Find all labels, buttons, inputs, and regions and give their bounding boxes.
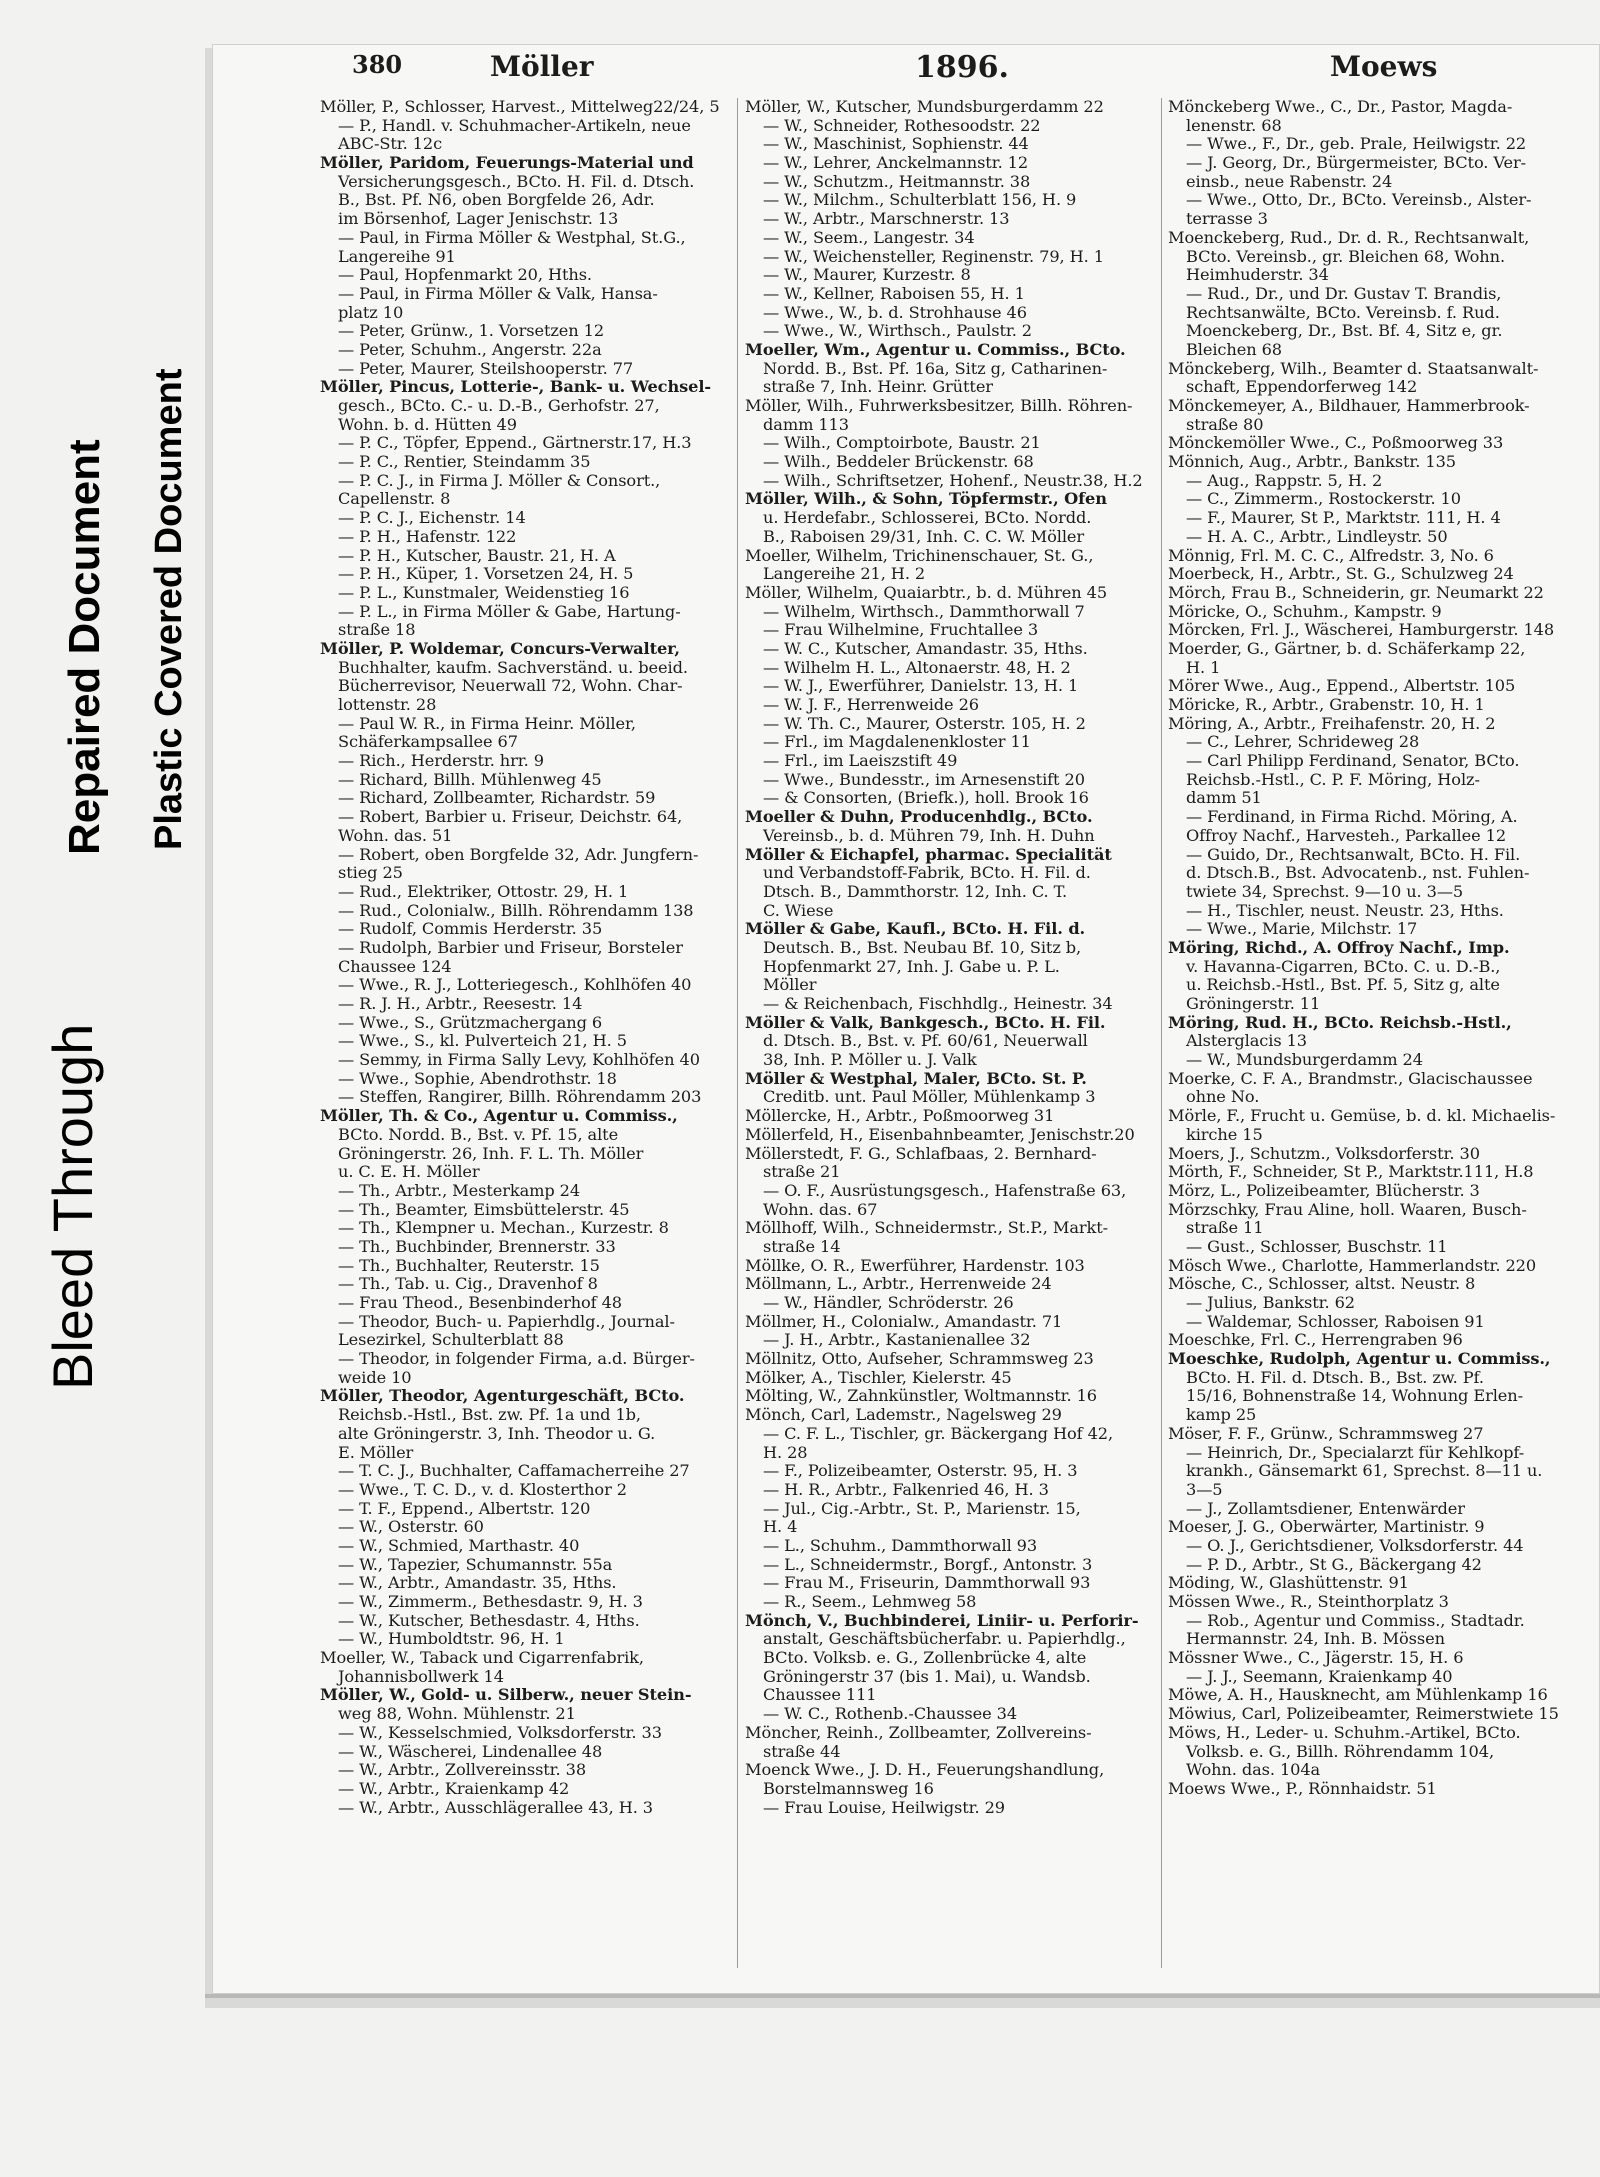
directory-column-3: [1168, 98, 1573, 1799]
directory-column-1: [320, 98, 730, 1817]
directory-entry-line: Langereihe 21, H. 2: [763, 565, 926, 584]
directory-entry-line: BCto. Vereinsb., gr. Bleichen 68, Wohn.: [1186, 247, 1506, 266]
directory-entry-line: — W., Arbtr., Kraienkamp 42: [338, 1779, 570, 1798]
directory-entry-line: Reichsb.-Hstl., Bst. zw. Pf. 1a und 1b,: [338, 1406, 641, 1425]
directory-entry-line: lottenstr. 28: [338, 696, 437, 714]
directory-entry-line: Möller: [763, 976, 817, 995]
directory-entry-line: Mörle, F., Frucht u. Gemüse, b. d. kl. Michaelis-: [1168, 1107, 1556, 1126]
directory-entry-line: Heimhuderstr. 34: [1186, 266, 1329, 285]
directory-entry-line: Moenckeberg, Dr., Bst. Bf. 4, Sitz e, gr.: [1186, 322, 1503, 341]
directory-entry-line: Deutsch. B., Bst. Neubau Bf. 10, Sitz b,: [763, 938, 1082, 957]
directory-entry-line: — Wwe., R. J., Lotteriegesch., Kohlhöfen 40: [338, 976, 692, 995]
directory-entry-line: — Frl., im Laeiszstift 49: [763, 752, 958, 771]
directory-entry-line: — W., Osterstr. 60: [338, 1518, 484, 1537]
directory-entry-line: — P. D., Arbtr., St G., Bäckergang 42: [1186, 1555, 1482, 1574]
directory-entry-line: Moeschke, Frl. C., Herrengraben 96: [1168, 1331, 1463, 1350]
directory-entry-line: platz 10: [338, 303, 404, 322]
directory-entry-line: — W., Zimmerm., Bethesdastr. 9, H. 3: [338, 1593, 643, 1611]
directory-entry-line: — Guido, Dr., Rechtsanwalt, BCto. H. Fil.: [1186, 845, 1521, 864]
directory-entry-line: — Wwe., S., Grützmachergang 6: [338, 1013, 603, 1032]
directory-entry-line: — Paul, in Firma Möller & Valk, Hansa-: [338, 284, 658, 303]
directory-entry-line: und Verbandstoff-Fabrik, BCto. H. Fil. d.: [763, 864, 1091, 883]
directory-entry-line: u. Herdefabr., Schlosserei, BCto. Nordd.: [763, 509, 1092, 528]
directory-entry-line: — Wwe., Otto, Dr., BCto. Vereinsb., Alster-: [1186, 191, 1532, 210]
running-head-left: Möller: [490, 50, 594, 83]
directory-entry-line: — Wilhelm, Wirthsch., Dammthorwall 7: [763, 602, 1085, 621]
directory-entry-line: Mörzschky, Frau Aline, holl. Waaren, Busch-: [1168, 1200, 1527, 1219]
directory-entry-line: Schäferkampsallee 67: [338, 733, 518, 752]
directory-entry-line: Möller & Westphal, Maler, BCto. St. P.: [745, 1069, 1087, 1088]
directory-entry-line: Möring, A., Arbtr., Freihafenstr. 20, H. 2: [1168, 714, 1496, 733]
directory-entry-line: — Wilh., Beddeler Brückenstr. 68: [763, 453, 1034, 472]
directory-entry-line: — O. J., Gerichtsdiener, Volksdorferstr. 44: [1186, 1536, 1524, 1555]
directory-entry-line: Möller, Paridom, Feuerungs-Material und: [320, 154, 694, 173]
directory-entry-line: — Heinrich, Dr., Specialarzt für Kehlkopf-: [1186, 1443, 1525, 1462]
directory-entry-line: — Wwe., Bundesstr., im Arnesenstift 20: [763, 770, 1085, 789]
directory-entry-line: Mörth, F., Schneider, St P., Marktstr.111, H.8: [1168, 1163, 1534, 1182]
directory-entry-line: Moeller, Wilhelm, Trichinenschauer, St. G.,: [745, 546, 1094, 565]
directory-entry-line: Möller, W., Gold- u. Silberw., neuer Stein-: [320, 1686, 692, 1705]
directory-entry-line: Möwius, Carl, Polizeibeamter, Reimerstwiete 15: [1168, 1705, 1559, 1724]
directory-entry-line: — Rich., Herderstr. hrr. 9: [338, 752, 544, 771]
directory-entry-line: — Rudolph, Barbier und Friseur, Borsteler: [338, 938, 683, 957]
directory-entry-line: BCto. H. Fil. d. Dtsch. B., Bst. zw. Pf.: [1186, 1368, 1484, 1387]
directory-entry-line: — W., Händler, Schröderstr. 26: [763, 1294, 1014, 1312]
directory-entry-line: Möller, Wilh., & Sohn, Töpfermstr., Ofen: [745, 490, 1107, 509]
directory-entry-line: — W., Maschinist, Sophienstr. 44: [763, 135, 1029, 154]
directory-entry-line: — W., Milchm., Schulterblatt 156, H. 9: [763, 191, 1077, 210]
directory-entry-line: — W., Wäscherei, Lindenallee 48: [338, 1742, 603, 1761]
directory-entry-line: — W., Seem., Langestr. 34: [763, 228, 975, 247]
directory-entry-line: — H. R., Arbtr., Falkenried 46, H. 3: [763, 1480, 1049, 1499]
directory-entry-line: Nordd. B., Bst. Pf. 16a, Sitz g, Catharinen-: [763, 359, 1108, 378]
directory-entry-line: lenenstr. 68: [1186, 116, 1282, 135]
directory-entry-line: Chaussee 111: [763, 1686, 877, 1705]
directory-entry-line: v. Havanna-Cigarren, BCto. C. u. D.-B.,: [1186, 957, 1501, 976]
directory-entry-line: u. Reichsb.-Hstl., Bst. Pf. 5, Sitz g, alte: [1186, 976, 1500, 995]
directory-entry-line: Creditb. unt. Paul Möller, Mühlenkamp 3: [763, 1088, 1096, 1107]
directory-entry-line: Mönnig, Frl. M. C. C., Alfredstr. 3, No. 6: [1168, 546, 1494, 565]
directory-entry-line: Möller & Eichapfel, pharmac. Specialität: [745, 845, 1112, 864]
directory-entry-line: straße 14: [763, 1237, 841, 1256]
directory-entry-line: Reichsb.-Hstl., C. P. F. Möring, Holz-: [1186, 770, 1480, 789]
directory-entry-line: — Aug., Rappstr. 5, H. 2: [1186, 471, 1383, 490]
directory-entry-line: Möllke, O. R., Ewerführer, Hardenstr. 103: [745, 1256, 1085, 1275]
directory-entry-line: — P. C., Töpfer, Eppend., Gärtnerstr.17, H.3: [338, 434, 692, 453]
directory-entry-line: Capellenstr. 8: [338, 490, 451, 509]
directory-entry-line: — Frau M., Friseurin, Dammthorwall 93: [763, 1574, 1091, 1593]
directory-entry-line: — Wilh., Comptoirbote, Baustr. 21: [763, 434, 1041, 453]
directory-entry-line: — R. J. H., Arbtr., Reesestr. 14: [338, 995, 583, 1013]
directory-entry-line: d. Dtsch. B., Bst. v. Pf. 60/61, Neuerwall: [763, 1032, 1088, 1051]
directory-entry-line: Wohn. das. 67: [763, 1200, 878, 1219]
directory-entry-line: Möller, Th. & Co., Agentur u. Commiss.,: [320, 1107, 678, 1126]
directory-entry-line: Möring, Richd., A. Offroy Nachf., Imp.: [1168, 938, 1510, 957]
directory-entry-line: — W., Kutscher, Bethesdastr. 4, Hths.: [338, 1611, 640, 1630]
directory-entry-line: ohne No.: [1186, 1088, 1260, 1107]
directory-entry-line: — W., Arbtr., Zollvereinsstr. 38: [338, 1761, 587, 1780]
directory-entry-line: Moers, J., Schutzm., Volksdorferstr. 30: [1168, 1144, 1480, 1163]
directory-entry-line: — W., Schutzm., Heitmannstr. 38: [763, 172, 1031, 191]
directory-entry-line: Mörz, L., Polizeibeamter, Blücherstr. 3: [1168, 1181, 1480, 1200]
directory-entry-line: — P. L., Kunstmaler, Weidenstieg 16: [338, 583, 630, 602]
directory-entry-line: Möricke, O., Schuhm., Kampstr. 9: [1168, 602, 1442, 621]
directory-entry-line: Mönch, V., Buchbinderei, Liniir- u. Perforir-: [745, 1611, 1139, 1630]
directory-entry-line: Möllerstedt, F. G., Schlafbaas, 2. Bernhard-: [745, 1144, 1097, 1163]
directory-entry-line: — W., Weichensteller, Reginenstr. 79, H. 1: [763, 247, 1104, 266]
directory-entry-line: Moenckeberg, Rud., Dr. d. R., Rechtsanwalt,: [1168, 228, 1530, 247]
directory-entry-line: — C., Zimmerm., Rostockerstr. 10: [1186, 490, 1461, 509]
directory-entry-line: — Wwe., T. C. D., v. d. Klosterthor 2: [338, 1480, 627, 1499]
directory-entry-line: Hermannstr. 24, Inh. B. Mössen: [1186, 1630, 1445, 1649]
directory-entry-line: — Th., Beamter, Eimsbüttelerstr. 45: [338, 1200, 630, 1219]
directory-entry-line: Möller, Pincus, Lotterie-, Bank- u. Wechsel-: [320, 378, 711, 397]
directory-entry-line: — T. F., Eppend., Albertstr. 120: [338, 1499, 591, 1518]
directory-entry-line: — H., Tischler, neust. Neustr. 23, Hths.: [1186, 901, 1504, 920]
directory-entry-line: — Wwe., W., Wirthsch., Paulstr. 2: [763, 322, 1032, 341]
directory-entry-line: B., Bst. Pf. N6, oben Borgfelde 26, Adr.: [338, 191, 655, 210]
directory-entry-line: Mönch, Carl, Lademstr., Nagelsweg 29: [745, 1406, 1062, 1425]
directory-entry-line: Bücherrevisor, Neuerwall 72, Wohn. Char-: [338, 677, 683, 696]
directory-entry-line: — Wwe., W., b. d. Strohhause 46: [763, 303, 1027, 322]
directory-entry-line: Langereihe 91: [338, 247, 456, 266]
directory-entry-line: Mönckemeyer, A., Bildhauer, Hammerbrook-: [1168, 397, 1530, 415]
column-divider: [1161, 98, 1162, 1968]
directory-entry-line: — W. Th. C., Maurer, Osterstr. 105, H. 2: [763, 714, 1086, 733]
directory-entry-line: — Julius, Bankstr. 62: [1186, 1294, 1355, 1312]
directory-entry-line: — P. C. J., in Firma J. Möller & Consort.,: [338, 471, 661, 490]
directory-entry-line: — Gust., Schlosser, Buschstr. 11: [1186, 1237, 1448, 1256]
directory-entry-line: straße 80: [1186, 415, 1264, 434]
directory-entry-line: — F., Polizeibeamter, Osterstr. 95, H. 3: [763, 1462, 1078, 1481]
directory-entry-line: Dtsch. B., Dammthorstr. 12, Inh. C. T.: [763, 882, 1067, 901]
directory-entry-line: — Frau Theod., Besenbinderhof 48: [338, 1294, 623, 1312]
directory-entry-line: — W. J., Ewerführer, Danielstr. 13, H. 1: [763, 677, 1079, 696]
bleed-through-label: Bleed Through: [41, 1023, 104, 1390]
directory-entry-line: Mölting, W., Zahnkünstler, Woltmannstr. 16: [745, 1387, 1098, 1406]
directory-entry-line: — P. L., in Firma Möller & Gabe, Hartung-: [338, 602, 681, 621]
directory-entry-line: Möller, Theodor, Agenturgeschäft, BCto.: [320, 1387, 685, 1406]
directory-entry-line: — Wwe., Sophie, Abendrothstr. 18: [338, 1069, 617, 1088]
directory-entry-line: Möller, W., Kutscher, Mundsburgerdamm 22: [745, 98, 1104, 116]
directory-entry-line: Mölker, A., Tischler, Kielerstr. 45: [745, 1368, 1012, 1387]
directory-entry-line: Volksb. e. G., Billh. Röhrendamm 104,: [1186, 1742, 1495, 1761]
directory-entry-line: Lesezirkel, Schulterblatt 88: [338, 1331, 564, 1350]
directory-entry-line: Mörer Wwe., Aug., Eppend., Albertstr. 105: [1168, 677, 1516, 696]
directory-entry-line: Möllmer, H., Colonialw., Amandastr. 71: [745, 1312, 1063, 1331]
directory-entry-line: Vereinsb., b. d. Mühren 79, Inh. H. Duhn: [763, 826, 1095, 845]
directory-entry-line: — Th., Tab. u. Cig., Dravenhof 8: [338, 1275, 598, 1294]
directory-entry-line: — & Consorten, (Briefk.), holl. Brook 16: [763, 789, 1089, 808]
directory-entry-line: Moenck Wwe., J. D. H., Feuerungshandlung,: [745, 1761, 1105, 1780]
directory-entry-line: — L., Schuhm., Dammthorwall 93: [763, 1536, 1038, 1555]
directory-entry-line: Möllmann, L., Arbtr., Herrenweide 24: [745, 1275, 1052, 1294]
directory-entry-line: twiete 34, Sprechst. 9—10 u. 3—5: [1186, 882, 1464, 901]
directory-entry-line: weide 10: [338, 1368, 412, 1387]
directory-entry-line: — P. H., Küper, 1. Vorsetzen 24, H. 5: [338, 565, 634, 584]
directory-entry-line: — Rud., Dr., und Dr. Gustav T. Brandis,: [1186, 284, 1502, 303]
directory-entry-line: Mörcken, Frl. J., Wäscherei, Hamburgerstr. 148: [1168, 621, 1555, 640]
directory-entry-line: — Carl Philipp Ferdinand, Senator, BCto.: [1186, 752, 1520, 771]
directory-entry-line: Mössen Wwe., R., Steinthorplatz 3: [1168, 1593, 1449, 1611]
directory-entry-line: — P. H., Kutscher, Baustr. 21, H. A: [338, 546, 616, 565]
directory-entry-line: Wohn. das. 51: [338, 826, 453, 845]
directory-entry-line: Möser, F. F., Grünw., Schrammsweg 27: [1168, 1424, 1484, 1443]
directory-entry-line: — P. C., Rentier, Steindamm 35: [338, 453, 591, 472]
directory-entry-line: Gröningerstr 37 (bis 1. Mai), u. Wandsb.: [763, 1667, 1091, 1686]
directory-entry-line: — J., Zollamtsdiener, Entenwärder: [1186, 1499, 1465, 1518]
directory-entry-line: — W., Kellner, Raboisen 55, H. 1: [763, 284, 1025, 303]
directory-entry-line: — C., Lehrer, Schrideweg 28: [1186, 733, 1420, 752]
directory-entry-line: — Rud., Elektriker, Ottostr. 29, H. 1: [338, 882, 629, 901]
directory-entry-line: 3—5: [1186, 1480, 1223, 1499]
directory-entry-line: — Paul, in Firma Möller & Westphal, St.G.,: [338, 228, 686, 247]
directory-entry-line: E. Möller: [338, 1443, 414, 1462]
directory-entry-line: Möding, W., Glashüttenstr. 91: [1168, 1574, 1409, 1593]
directory-entry-line: Mörch, Frau B., Schneiderin, gr. Neumarkt 22: [1168, 583, 1544, 602]
directory-entry-line: — Th., Klempner u. Mechan., Kurzestr. 8: [338, 1219, 669, 1238]
page-bottom-edge: [205, 1994, 1600, 1998]
directory-entry-line: — W. C., Kutscher, Amandastr. 35, Hths.: [763, 639, 1088, 658]
directory-entry-line: weg 88, Wohn. Mühlenstr. 21: [338, 1705, 576, 1724]
directory-entry-line: — & Reichenbach, Fischhdlg., Heinestr. 34: [763, 995, 1113, 1013]
directory-entry-line: — J. Georg, Dr., Bürgermeister, BCto. Ver-: [1186, 154, 1526, 173]
directory-entry-line: Mössner Wwe., C., Jägerstr. 15, H. 6: [1168, 1649, 1464, 1668]
directory-entry-line: — H. A. C., Arbtr., Lindleystr. 50: [1186, 527, 1448, 546]
directory-entry-line: — F., Maurer, St P., Marktstr. 111, H. 4: [1186, 509, 1501, 528]
directory-entry-line: terrasse 3: [1186, 210, 1268, 229]
directory-entry-line: krankh., Gänsemarkt 61, Sprechst. 8—11 u.: [1186, 1462, 1543, 1481]
directory-entry-line: Möller, P., Schlosser, Harvest., Mittelweg22/24, 5: [320, 98, 720, 116]
directory-entry-line: Moerke, C. F. A., Brandmstr., Glacischaussee: [1168, 1069, 1533, 1088]
directory-entry-line: Moerder, G., Gärtner, b. d. Schäferkamp 22,: [1168, 639, 1526, 658]
directory-entry-line: Möller, Wilhelm, Quaiarbtr., b. d. Mühren 45: [745, 583, 1108, 602]
directory-entry-line: Versicherungsgesch., BCto. H. Fil. d. Dtsch.: [338, 172, 695, 191]
directory-entry-line: Moerbeck, H., Arbtr., St. G., Schulzweg 24: [1168, 565, 1514, 584]
directory-entry-line: Möllerfeld, H., Eisenbahnbeamter, Jenischstr.20: [745, 1125, 1135, 1144]
directory-entry-line: Möncher, Reinh., Zollbeamter, Zollvereins-: [745, 1723, 1092, 1742]
directory-entry-line: — W., Arbtr., Ausschlägerallee 43, H. 3: [338, 1798, 654, 1817]
directory-entry-line: — L., Schneidermstr., Borgf., Antonstr. 3: [763, 1555, 1093, 1574]
directory-entry-line: Möllercke, H., Arbtr., Poßmoorweg 31: [745, 1107, 1055, 1126]
directory-entry-line: 15/16, Bohnenstraße 14, Wohnung Erlen-: [1186, 1387, 1523, 1406]
directory-entry-line: Gröningerstr. 26, Inh. F. L. Th. Möller: [338, 1144, 644, 1163]
directory-entry-line: — J. J., Seemann, Kraienkamp 40: [1186, 1667, 1453, 1686]
directory-entry-line: — Rudolf, Commis Herderstr. 35: [338, 920, 603, 939]
directory-entry-line: — Rud., Colonialw., Billh. Röhrendamm 138: [338, 901, 694, 920]
directory-entry-line: — R., Seem., Lehmweg 58: [763, 1593, 977, 1611]
directory-entry-line: — Paul, Hopfenmarkt 20, Hths.: [338, 266, 592, 285]
directory-entry-line: — Th., Buchbinder, Brennerstr. 33: [338, 1237, 616, 1256]
directory-entry-line: Buchhalter, kaufm. Sachverständ. u. beeid.: [338, 658, 688, 677]
plastic-covered-label: Plastic Covered Document: [148, 368, 190, 850]
directory-entry-line: — C. F. L., Tischler, gr. Bäckergang Hof 42,: [763, 1424, 1114, 1443]
directory-entry-line: — Th., Buchhalter, Reuterstr. 15: [338, 1256, 600, 1275]
directory-entry-line: — P. C. J., Eichenstr. 14: [338, 509, 526, 528]
page-number: 380: [352, 50, 403, 79]
directory-entry-line: Mönckemöller Wwe., C., Poßmoorweg 33: [1168, 434, 1504, 453]
directory-entry-line: 38, Inh. P. Möller u. J. Valk: [763, 1051, 977, 1070]
directory-entry-line: C. Wiese: [763, 901, 834, 920]
directory-entry-line: Möller & Valk, Bankgesch., BCto. H. Fil.: [745, 1013, 1106, 1032]
directory-entry-line: — Wilhelm H. L., Altonaerstr. 48, H. 2: [763, 658, 1071, 677]
directory-entry-line: Moeller & Duhn, Producenhdlg., BCto.: [745, 808, 1093, 827]
directory-entry-line: — O. F., Ausrüstungsgesch., Hafenstraße 63,: [763, 1181, 1127, 1200]
directory-entry-line: straße 21: [763, 1163, 841, 1182]
directory-entry-line: — W., Maurer, Kurzestr. 8: [763, 266, 971, 285]
directory-entry-line: Moeser, J. G., Oberwärter, Martinistr. 9: [1168, 1518, 1485, 1537]
directory-entry-line: — Semmy, in Firma Sally Levy, Kohlhöfen 40: [338, 1051, 700, 1070]
directory-entry-line: straße 11: [1186, 1219, 1264, 1238]
directory-entry-line: Moews Wwe., P., Rönnhaidstr. 51: [1168, 1779, 1437, 1798]
directory-entry-line: — Theodor, in folgender Firma, a.d. Bürger-: [338, 1350, 695, 1369]
directory-entry-line: Mönckeberg Wwe., C., Dr., Pastor, Magda-: [1168, 98, 1513, 116]
directory-entry-line: straße 7, Inh. Heinr. Grütter: [763, 378, 993, 397]
directory-entry-line: Möllnitz, Otto, Aufseher, Schrammsweg 23: [745, 1350, 1094, 1369]
directory-entry-line: Moeller, W., Taback und Cigarrenfabrik,: [320, 1649, 644, 1668]
directory-entry-line: Möller, Wilh., Fuhrwerksbesitzer, Billh. Röhren-: [745, 397, 1133, 415]
directory-entry-line: — Richard, Zollbeamter, Richardstr. 59: [338, 789, 656, 808]
directory-entry-line: — W., Schneider, Rothesoodstr. 22: [763, 116, 1041, 135]
directory-entry-line: — Waldemar, Schlosser, Raboisen 91: [1186, 1312, 1485, 1331]
directory-entry-line: — P., Handl. v. Schuhmacher-Artikeln, neue: [338, 116, 691, 135]
directory-entry-line: — W., Arbtr., Amandastr. 35, Hths.: [338, 1574, 617, 1593]
directory-entry-line: Möwe, A. H., Hausknecht, am Mühlenkamp 16: [1168, 1686, 1548, 1705]
directory-entry-line: Wohn. b. d. Hütten 49: [338, 415, 517, 434]
directory-entry-line: Alsterglacis 13: [1186, 1032, 1307, 1051]
directory-entry-line: schaft, Eppendorferweg 142: [1186, 378, 1418, 397]
directory-entry-line: — W., Arbtr., Marschnerstr. 13: [763, 210, 1010, 229]
directory-entry-line: Mösche, C., Schlosser, altst. Neustr. 8: [1168, 1275, 1476, 1294]
directory-entry-line: — W., Mundsburgerdamm 24: [1186, 1051, 1423, 1070]
directory-entry-line: — Frl., im Magdalenenkloster 11: [763, 733, 1031, 752]
directory-entry-line: Moeller, Wm., Agentur u. Commiss., BCto.: [745, 340, 1126, 359]
directory-entry-line: kirche 15: [1186, 1125, 1263, 1144]
directory-entry-line: — Robert, Barbier u. Friseur, Deichstr. 64,: [338, 808, 683, 827]
directory-entry-line: Moeschke, Rudolph, Agentur u. Commiss.,: [1168, 1350, 1551, 1369]
directory-entry-line: Rechtsanwälte, BCto. Vereinsb. f. Rud.: [1186, 303, 1500, 322]
directory-entry-line: BCto. Volksb. e. G., Zollenbrücke 4, alte: [763, 1649, 1087, 1668]
directory-column-2: [745, 98, 1155, 1817]
directory-entry-line: Hopfenmarkt 27, Inh. J. Gabe u. P. L.: [763, 957, 1060, 976]
directory-entry-line: Möllhoff, Wilh., Schneidermstr., St.P., Markt-: [745, 1219, 1109, 1238]
directory-entry-line: Mönckeberg, Wilh., Beamter d. Staatsanwalt-: [1168, 359, 1539, 378]
directory-entry-line: Offroy Nachf., Harvesteh., Parkallee 12: [1186, 826, 1507, 845]
directory-entry-line: damm 113: [763, 415, 849, 434]
directory-entry-line: — P. H., Hafenstr. 122: [338, 527, 517, 546]
directory-entry-line: — Richard, Billh. Mühlenweg 45: [338, 770, 602, 789]
directory-entry-line: Mönnich, Aug., Arbtr., Bankstr. 135: [1168, 453, 1456, 472]
directory-entry-line: Möring, Rud. H., BCto. Reichsb.-Hstl.,: [1168, 1013, 1512, 1032]
directory-entry-line: — Wwe., Marie, Milchstr. 17: [1186, 920, 1418, 939]
directory-entry-line: Wohn. das. 104a: [1186, 1761, 1321, 1780]
directory-entry-line: — Rob., Agentur und Commiss., Stadtadr.: [1186, 1611, 1525, 1630]
directory-entry-line: — Frau Wilhelmine, Fruchtallee 3: [763, 621, 1039, 640]
directory-entry-line: straße 44: [763, 1742, 841, 1761]
directory-entry-line: straße 18: [338, 621, 416, 640]
directory-entry-line: — Peter, Schuhm., Angerstr. 22a: [338, 340, 602, 359]
running-head-right: Moews: [1330, 50, 1438, 83]
directory-entry-line: — W., Schmied, Marthastr. 40: [338, 1536, 580, 1555]
directory-entry-line: Möws, H., Leder- u. Schuhm.-Artikel, BCto.: [1168, 1723, 1521, 1742]
directory-entry-line: stieg 25: [338, 864, 403, 883]
directory-entry-line: — Jul., Cig.-Arbtr., St. P., Marienstr. 15,: [763, 1499, 1081, 1518]
directory-entry-line: Möller & Gabe, Kaufl., BCto. H. Fil. d.: [745, 920, 1086, 939]
directory-entry-line: H. 28: [763, 1443, 808, 1462]
directory-entry-line: — Peter, Grünw., 1. Vorsetzen 12: [338, 322, 605, 341]
directory-entry-line: — Robert, oben Borgfelde 32, Adr. Jungfern-: [338, 845, 699, 864]
repaired-document-label: Repaired Document: [60, 439, 109, 855]
directory-entry-line: — T. C. J., Buchhalter, Caffamacherreihe 27: [338, 1462, 690, 1481]
column-divider: [737, 98, 738, 1968]
directory-entry-line: — Frau Louise, Heilwigstr. 29: [763, 1798, 1006, 1817]
directory-entry-line: B., Raboisen 29/31, Inh. C. C. W. Möller: [763, 527, 1085, 546]
directory-entry-line: — W. C., Rothenb.-Chaussee 34: [763, 1705, 1018, 1724]
directory-entry-line: Möricke, R., Arbtr., Grabenstr. 10, H. 1: [1168, 696, 1485, 714]
directory-entry-line: Chaussee 124: [338, 957, 452, 976]
directory-entry-line: Gröningerstr. 11: [1186, 995, 1321, 1013]
directory-entry-line: — W., Tapezier, Schumannstr. 55a: [338, 1555, 613, 1574]
directory-entry-line: — Wwe., S., kl. Pulverteich 21, H. 5: [338, 1032, 627, 1051]
directory-entry-line: ABC-Str. 12c: [338, 135, 443, 154]
directory-entry-line: u. C. E. H. Möller: [338, 1163, 480, 1182]
directory-entry-line: — J. H., Arbtr., Kastanienallee 32: [763, 1331, 1031, 1350]
directory-entry-line: Borstelmannsweg 16: [763, 1779, 934, 1798]
directory-entry-line: — Th., Arbtr., Mesterkamp 24: [338, 1181, 581, 1200]
directory-entry-line: — Peter, Maurer, Steilshooperstr. 77: [338, 359, 634, 378]
directory-entry-line: anstalt, Geschäftsbücherfabr. u. Papierhdlg.,: [763, 1630, 1126, 1649]
directory-entry-line: — Wwe., F., Dr., geb. Prale, Heilwigstr. 22: [1186, 135, 1527, 154]
directory-entry-line: — Ferdinand, in Firma Richd. Möring, A.: [1186, 808, 1518, 827]
directory-entry-line: alte Gröningerstr. 3, Inh. Theodor u. G.: [338, 1424, 656, 1443]
directory-entry-line: — W., Humboldtstr. 96, H. 1: [338, 1630, 565, 1649]
running-head-year: 1896.: [915, 50, 1009, 85]
directory-entry-line: gesch., BCto. C.- u. D.-B., Gerhofstr. 27,: [338, 397, 660, 415]
directory-entry-line: BCto. Nordd. B., Bst. v. Pf. 15, alte: [338, 1125, 619, 1144]
directory-entry-line: Möller, P. Woldemar, Concurs-Verwalter,: [320, 639, 680, 658]
directory-entry-line: — W., Kesselschmied, Volksdorferstr. 33: [338, 1723, 662, 1742]
directory-entry-line: — Paul W. R., in Firma Heinr. Möller,: [338, 714, 636, 733]
directory-entry-line: Mösch Wwe., Charlotte, Hammerlandstr. 220: [1168, 1256, 1537, 1275]
directory-entry-line: H. 1: [1186, 658, 1221, 677]
directory-entry-line: H. 4: [763, 1518, 798, 1537]
directory-entry-line: Johannisbollwerk 14: [338, 1667, 504, 1686]
directory-entry-line: — W. J. F., Herrenweide 26: [763, 696, 979, 714]
directory-entry-line: — Wilh., Schriftsetzer, Hohenf., Neustr.38, H.2: [763, 471, 1143, 490]
directory-entry-line: kamp 25: [1186, 1406, 1257, 1425]
directory-entry-line: im Börsenhof, Lager Jenischstr. 13: [338, 210, 619, 229]
directory-entry-line: d. Dtsch.B., Bst. Advocatenb., nst. Fuhlen-: [1186, 864, 1530, 883]
directory-entry-line: einsb., neue Rabenstr. 24: [1186, 172, 1393, 191]
directory-entry-line: — Theodor, Buch- u. Papierhdlg., Journal-: [338, 1312, 675, 1331]
directory-entry-line: — Steffen, Rangirer, Billh. Röhrendamm 203: [338, 1088, 702, 1107]
directory-entry-line: damm 51: [1186, 789, 1262, 808]
directory-entry-line: — W., Lehrer, Anckelmannstr. 12: [763, 154, 1029, 173]
directory-entry-line: Bleichen 68: [1186, 340, 1282, 359]
